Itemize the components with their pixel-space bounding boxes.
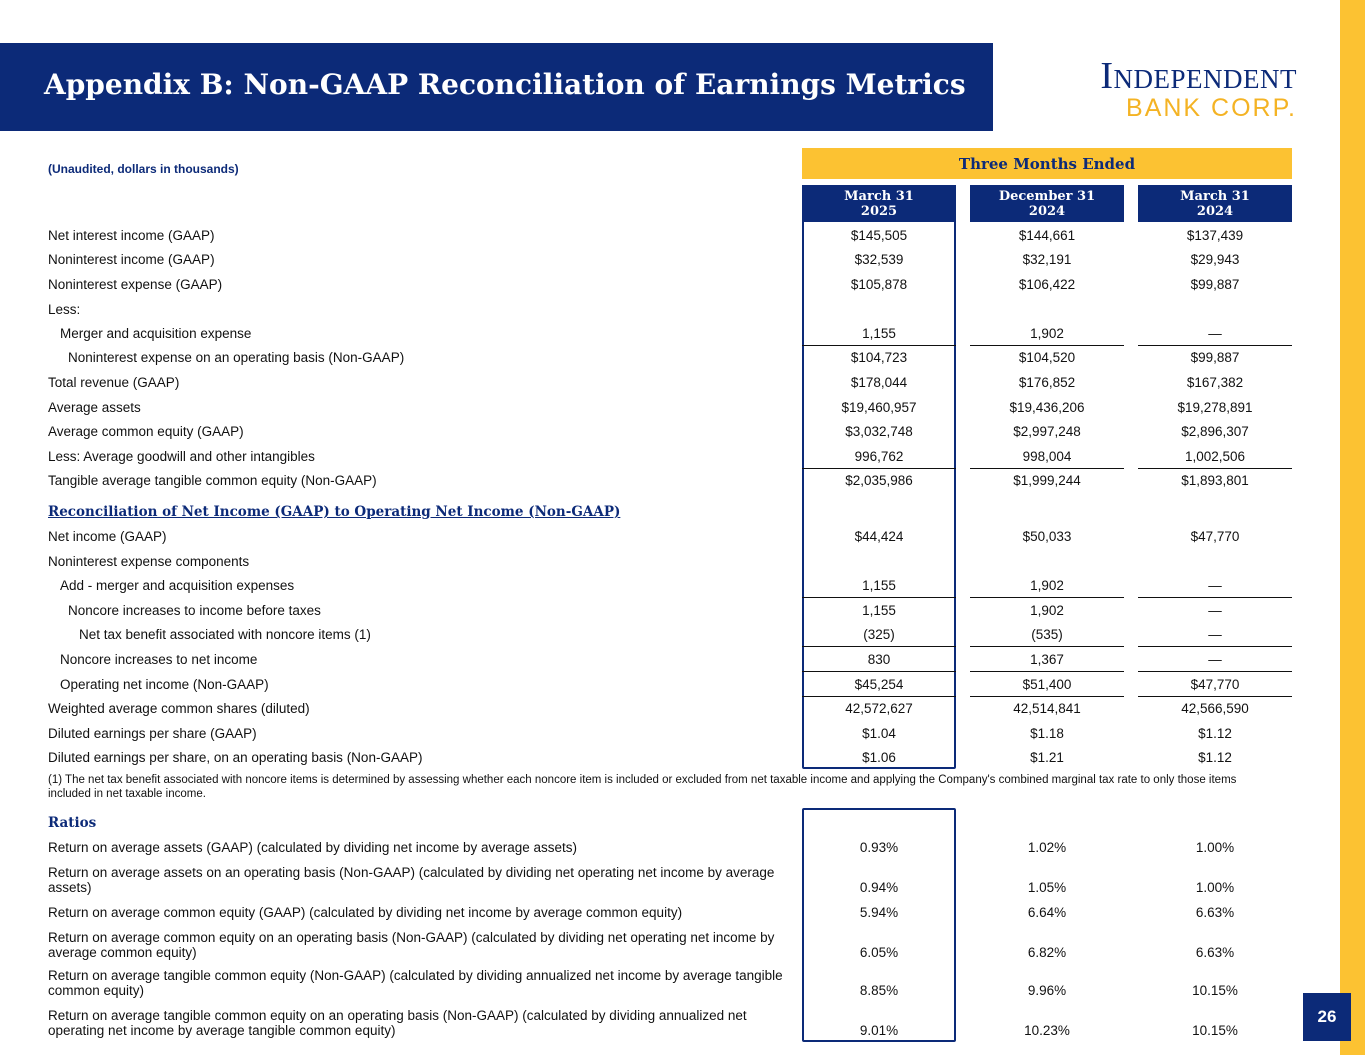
ratio-value: 6.05% — [859, 945, 899, 960]
ratio-label: Return on average common equity on an operating basis (Non-GAAP) (calculated by dividing net operating net income by average common equity) — [48, 930, 775, 960]
cell-value: $29,943 — [1190, 252, 1240, 267]
column-month: March 31 — [1180, 189, 1250, 204]
cell-value: $104,723 — [850, 350, 908, 365]
page-title: Appendix B: Non-GAAP Reconciliation of Earnings Metrics — [44, 68, 966, 101]
row-label: Add - merger and acquisition expenses — [60, 578, 295, 593]
period-header: Three Months Ended — [802, 148, 1292, 179]
row-label: Noninterest income (GAAP) — [48, 252, 215, 267]
cell-value: — — [1138, 652, 1292, 672]
ratio-label: Return on average tangible common equity (Non-GAAP) (calculated by dividing annualized net income by average tangible common equity) — [48, 968, 783, 998]
cell-value: $50,033 — [1022, 529, 1072, 544]
ratio-label: Return on average common equity (GAAP) (calculated by dividing net income by average common equity) — [48, 905, 683, 920]
row-label: Net tax benefit associated with noncore items (1) — [79, 627, 371, 642]
cell-value: 996,762 — [802, 449, 956, 469]
cell-value: $137,439 — [1186, 228, 1244, 243]
cell-value: $45,254 — [802, 677, 956, 697]
ratio-value: 10.23% — [1024, 1023, 1070, 1038]
cell-value: $32,191 — [1022, 252, 1072, 267]
cell-value: $44,424 — [854, 529, 904, 544]
logo-subtitle: BANK CORP. — [1126, 94, 1297, 122]
cell-value: $145,505 — [850, 228, 908, 243]
cell-value: (535) — [970, 627, 1124, 647]
cell-value: $105,878 — [850, 277, 908, 292]
cell-value: 42,566,590 — [1181, 701, 1249, 716]
cell-value: $1.21 — [1030, 750, 1064, 765]
cell-value: 1,367 — [970, 652, 1124, 672]
cell-value: $99,887 — [1190, 277, 1240, 292]
cell-value: 1,902 — [970, 578, 1124, 598]
cell-value: $19,460,957 — [841, 400, 917, 415]
cell-value: $1.06 — [862, 750, 896, 765]
row-label: Noncore increases to income before taxes — [68, 603, 321, 618]
row-label: Less: — [48, 302, 81, 317]
cell-value: 1,155 — [862, 603, 896, 618]
cell-value: $99,887 — [1190, 350, 1240, 365]
column-month: December 31 — [998, 189, 1096, 204]
row-label: Net income (GAAP) — [48, 529, 167, 544]
cell-value: 830 — [802, 652, 956, 672]
reconciliation-title: Reconciliation of Net Income (GAAP) to Operating Net Income (Non-GAAP) — [48, 504, 621, 520]
cell-value: $178,044 — [850, 375, 908, 390]
units-note: (Unaudited, dollars in thousands) — [48, 162, 239, 176]
cell-value: $1.12 — [1198, 726, 1232, 741]
row-label: Diluted earnings per share (GAAP) — [48, 726, 257, 741]
column-year: 2024 — [1196, 204, 1234, 219]
cell-value: 998,004 — [970, 449, 1124, 469]
row-label: Merger and acquisition expense — [60, 326, 252, 341]
cell-value: — — [1208, 603, 1222, 618]
cell-value: $51,400 — [970, 677, 1124, 697]
row-label: Total revenue (GAAP) — [48, 375, 180, 390]
ratio-value: 9.01% — [859, 1023, 899, 1038]
cell-value: $2,035,986 — [845, 473, 913, 488]
cell-value: $1,893,801 — [1181, 473, 1249, 488]
ratio-value: 6.63% — [1195, 905, 1235, 920]
cell-value: — — [1138, 326, 1292, 346]
ratio-value: 6.63% — [1195, 945, 1235, 960]
row-label: Average assets — [48, 400, 141, 415]
cell-value: 1,002,506 — [1138, 449, 1292, 469]
cell-value: $2,997,248 — [1013, 424, 1081, 439]
ratio-value: 6.82% — [1027, 945, 1067, 960]
row-label: Less: Average goodwill and other intangibles — [48, 449, 315, 464]
column-year: 2024 — [1028, 204, 1066, 219]
ratio-label: Return on average assets (GAAP) (calculated by dividing net income by average assets) — [48, 840, 578, 855]
ratios-title: Ratios — [48, 815, 97, 831]
cell-value: $144,661 — [1018, 228, 1076, 243]
ratio-value: 6.64% — [1027, 905, 1067, 920]
row-label: Average common equity (GAAP) — [48, 424, 244, 439]
cell-value: 1,902 — [970, 326, 1124, 346]
cell-value: $104,520 — [1018, 350, 1076, 365]
ratio-value: 8.85% — [859, 983, 899, 998]
ratio-value: 10.15% — [1192, 983, 1238, 998]
ratio-value: 1.00% — [1195, 880, 1235, 895]
row-label: Diluted earnings per share, on an operating basis (Non-GAAP) — [48, 750, 423, 765]
cell-value: $1.12 — [1198, 750, 1232, 765]
ratio-value: 10.15% — [1192, 1023, 1238, 1038]
ratio-label: Return on average tangible common equity on an operating basis (Non-GAAP) (calculated by dividing annualized net operating net income by average tangible common equity) — [48, 1008, 747, 1038]
ratio-row — [48, 0, 1292, 1038]
cell-value: $1.18 — [1030, 726, 1064, 741]
cell-value: $19,436,206 — [1009, 400, 1085, 415]
cell-value: 1,902 — [1030, 603, 1064, 618]
ratio-value: 0.93% — [859, 840, 899, 855]
row-label: Net interest income (GAAP) — [48, 228, 215, 243]
row-label: Noninterest expense components — [48, 554, 250, 569]
row-label: Noninterest expense (GAAP) — [48, 277, 223, 292]
page-number: 26 — [1303, 993, 1351, 1041]
cell-value: 42,572,627 — [845, 701, 913, 716]
footnote: (1) The net tax benefit associated with noncore items is determined by assessing whether each noncore item is included or excluded from net taxable income and applying the Company's combined marginal tax rate to only those items included in net taxable income. — [48, 774, 1237, 800]
cell-value: (325) — [802, 627, 956, 647]
cell-value: $106,422 — [1018, 277, 1076, 292]
cell-value: $47,770 — [1190, 529, 1240, 544]
ratio-value: 0.94% — [859, 880, 899, 895]
cell-value: 1,155 — [802, 578, 956, 598]
ratio-value: 5.94% — [859, 905, 899, 920]
row-label: Noncore increases to net income — [60, 652, 258, 667]
cell-value: $3,032,748 — [845, 424, 913, 439]
column-month: March 31 — [844, 189, 914, 204]
cell-value: — — [1138, 627, 1292, 647]
cell-value: $1,999,244 — [1013, 473, 1081, 488]
row-label: Weighted average common shares (diluted) — [48, 701, 310, 716]
cell-value: $167,382 — [1186, 375, 1244, 390]
cell-value: $176,852 — [1018, 375, 1076, 390]
cell-value: $2,896,307 — [1181, 424, 1249, 439]
accent-stripe — [1340, 0, 1365, 1055]
cell-value: $32,539 — [854, 252, 904, 267]
ratio-label: Return on average assets on an operating basis (Non-GAAP) (calculated by dividing net operating net income by average assets) — [48, 865, 775, 895]
cell-value: $47,770 — [1138, 677, 1292, 697]
cell-value: $1.04 — [862, 726, 896, 741]
logo-wordmark: Independent — [1100, 55, 1297, 97]
ratio-value: 1.00% — [1195, 840, 1235, 855]
cell-value: $19,278,891 — [1177, 400, 1253, 415]
cell-value: — — [1138, 578, 1292, 598]
column-year: 2025 — [860, 204, 898, 219]
row-label: Noninterest expense on an operating basis (Non-GAAP) — [68, 350, 405, 365]
row-label: Tangible average tangible common equity (Non-GAAP) — [48, 473, 377, 488]
cell-value: 1,155 — [802, 326, 956, 346]
ratio-value: 1.02% — [1027, 840, 1067, 855]
ratio-value: 1.05% — [1027, 880, 1067, 895]
cell-value: 42,514,841 — [1013, 701, 1081, 716]
row-label: Operating net income (Non-GAAP) — [60, 677, 269, 692]
ratio-value: 9.96% — [1027, 983, 1067, 998]
